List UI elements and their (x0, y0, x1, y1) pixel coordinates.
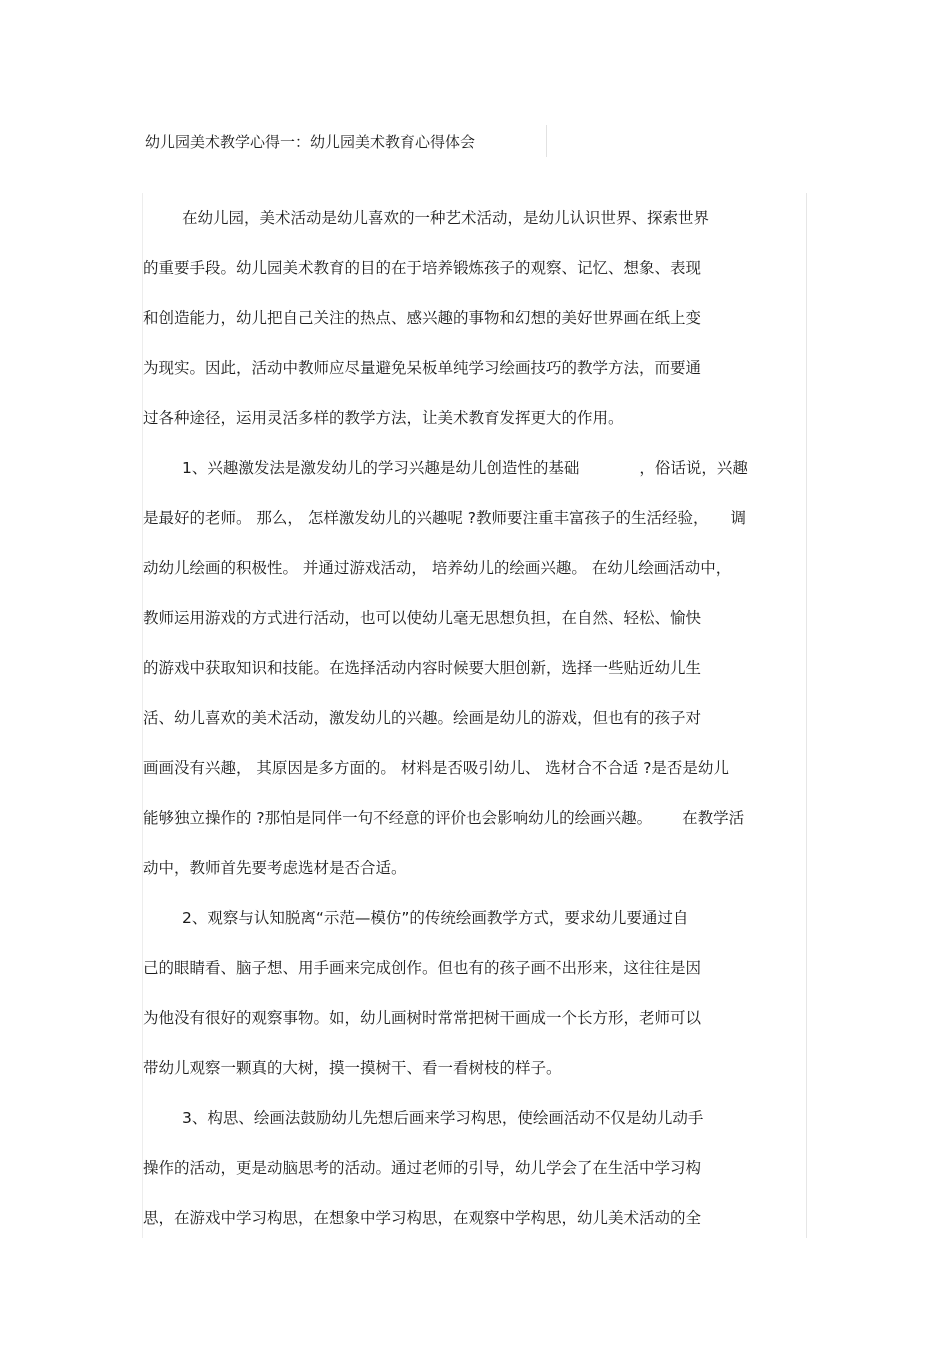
paragraph-line (143, 506, 746, 530)
line-segment: 1、兴趣激发法是激发幼儿的学习兴趣是幼儿创造性的基础 (182, 459, 580, 477)
paragraph-line: 动幼儿绘画的积极性。 并通过游戏活动， 培养幼儿的绘画兴趣。 在幼儿绘画活动中， (143, 559, 732, 577)
paragraph-line: 为他没有很好的观察事物。如，幼儿画树时常常把树干画成一个长方形，老师可以 (143, 1009, 702, 1027)
line-segment: 能够独立操作的 ?那怕是同伴一句不经意的评价也会影响幼儿的绘画兴趣。 (143, 809, 653, 827)
paragraph-line: 思，在游戏中学习构思，在想象中学习构思，在观察中学构思，幼儿美术活动的全 (143, 1209, 702, 1227)
paragraph-line: 和创造能力，幼儿把自己关注的热点、感兴趣的事物和幻想的美好世界画在纸上变 (143, 309, 702, 327)
paragraph-line: 教师运用游戏的方式进行活动，也可以使幼儿毫无思想负担，在自然、轻松、愉快 (143, 609, 702, 627)
paragraph-line (182, 456, 748, 480)
paragraph-line: 在幼儿园，美术活动是幼儿喜欢的一种艺术活动，是幼儿认识世界、探索世界 (182, 209, 710, 227)
line-segment: 在教学活 (682, 809, 745, 827)
paragraph-line: 的重要手段。幼儿园美术教育的目的在于培养锻炼孩子的观察、记忆、想象、表现 (143, 259, 702, 277)
body-frame-right-border (806, 193, 807, 1238)
title-divider (546, 125, 547, 157)
paragraph-line: 操作的活动，更是动脑思考的活动。通过老师的引导，幼儿学会了在生活中学习构 (143, 1159, 702, 1177)
document-title: 幼儿园美术教学心得一：幼儿园美术教育心得体会 (145, 133, 476, 151)
paragraph-line: 动中，教师首先要考虑选材是否合适。 (143, 859, 407, 877)
paragraph-line (143, 806, 744, 830)
paragraph-line: 画画没有兴趣， 其原因是多方面的。 材料是否吸引幼儿、 选材合不合适 ?是否是幼儿 (143, 759, 729, 777)
paragraph-line: 己的眼睛看、脑子想、用手画来完成创作。但也有的孩子画不出形来，这往往是因 (143, 959, 702, 977)
line-segment: 是最好的老师。 那么， 怎样激发幼儿的兴趣呢 ?教师要注重丰富孩子的生活经验， (143, 509, 709, 527)
line-segment: ，俗话说，兴趣 (639, 459, 748, 477)
paragraph-line: 的游戏中获取知识和技能。在选择活动内容时候要大胆创新，选择一些贴近幼儿生 (143, 659, 702, 677)
paragraph-line: 为现实。因此，活动中教师应尽量避免呆板单纯学习绘画技巧的教学方法，而要通 (143, 359, 702, 377)
paragraph-line: 带幼儿观察一颗真的大树，摸一摸树干、看一看树枝的样子。 (143, 1059, 562, 1077)
paragraph-line: 活、幼儿喜欢的美术活动，激发幼儿的兴趣。绘画是幼儿的游戏，但也有的孩子对 (143, 709, 702, 727)
paragraph-line: 3、构思、绘画法鼓励幼儿先想后画来学习构思，使绘画活动不仅是幼儿动手 (182, 1109, 704, 1127)
paragraph-line: 2、观察与认知脱离“示范—模仿”的传统绘画教学方式，要求幼儿要通过自 (182, 909, 689, 927)
paragraph-line: 过各种途径，运用灵活多样的教学方法，让美术教育发挥更大的作用。 (143, 409, 624, 427)
line-segment: 调 (730, 509, 747, 527)
